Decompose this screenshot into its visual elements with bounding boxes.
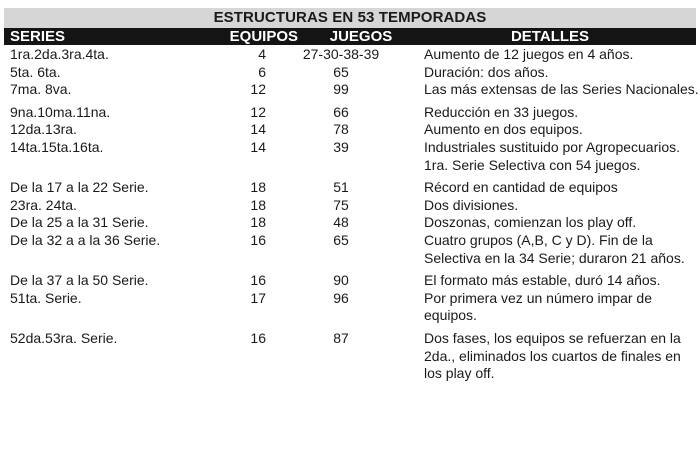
table-row (4, 232, 696, 267)
cell-equipos: 16 (250, 272, 266, 289)
cell-detalles: Récord en cantidad de equipos (424, 179, 618, 196)
cell-juegos: 48 (333, 214, 349, 231)
table-header (4, 28, 696, 45)
table-row (4, 272, 696, 290)
table-row (4, 46, 696, 64)
table-row (4, 81, 699, 99)
cell-juegos: 65 (333, 231, 349, 248)
cell-equipos: 16 (250, 231, 266, 248)
cell-equipos: 12 (250, 103, 266, 120)
cell-series: De la 17 a la 22 Serie. (10, 179, 149, 196)
cell-juegos: 99 (333, 81, 349, 98)
cell-equipos: 4 (258, 46, 266, 62)
cell-series: De la 32 a a la 36 Serie. (10, 231, 161, 248)
cell-series: 12da.13ra. (10, 121, 77, 138)
table-row (4, 197, 696, 215)
table-row (4, 290, 696, 325)
cell-equipos: 14 (250, 121, 266, 138)
cell-juegos: 87 (333, 329, 349, 346)
table-title: ESTRUCTURAS EN 53 TEMPORADAS (4, 8, 696, 28)
cell-detalles: Reducción en 33 juegos. (424, 103, 579, 120)
cell-equipos: 16 (250, 329, 266, 346)
cell-detalles: Dos fases, los equipos se refuerzan en la 2da., eliminados los cuartos de finales en los play off. (424, 329, 681, 382)
cell-detalles: Dos divisiones. (424, 196, 519, 213)
cell-equipos: 6 (258, 63, 266, 80)
cell-juegos: 65 (333, 63, 349, 80)
cell-equipos: 18 (250, 196, 266, 213)
cell-equipos: 14 (250, 138, 266, 155)
cell-series: De la 37 a la 50 Serie. (10, 272, 149, 289)
cell-detalles: Las más extensas de las Series Nacionales. (424, 81, 699, 98)
cell-juegos: 27-30-38-39 (302, 46, 380, 62)
cell-series: 1ra.2da.3ra.4ta. (10, 46, 109, 62)
cell-detalles: Por primera vez un número impar de equipos. (424, 289, 652, 324)
table-row (4, 139, 696, 174)
cell-series: 9na.10ma.11na. (10, 103, 111, 120)
cell-series: 51ta. Serie. (10, 289, 82, 306)
header-series: SERIES (10, 28, 66, 45)
cell-equipos: 18 (250, 179, 266, 196)
cell-equipos: 17 (250, 289, 266, 306)
table-row (4, 121, 696, 139)
cell-juegos: 51 (333, 179, 349, 196)
cell-series: 23ra. 24ta. (10, 196, 77, 213)
table-body (4, 46, 699, 383)
cell-equipos: 18 (250, 214, 266, 231)
table-row (4, 179, 696, 197)
cell-detalles: Doszonas, comienzan los play off. (424, 214, 637, 231)
cell-juegos: 39 (333, 138, 349, 155)
cell-equipos: 12 (250, 81, 266, 98)
cell-series: 7ma. 8va. (10, 81, 72, 98)
cell-detalles: Cuatro grupos (A,B, C y D). Fin de la Selectiva en la 34 Serie; duraron 21 años. (424, 231, 685, 266)
table-row (4, 104, 696, 122)
cell-juegos: 75 (333, 196, 349, 213)
header-juegos: JUEGOS (329, 28, 393, 45)
cell-series: 52da.53ra. Serie. (10, 329, 118, 346)
cell-detalles: El formato más estable, duró 14 años. (424, 272, 661, 289)
cell-series: De la 25 a la 31 Serie. (10, 214, 149, 231)
table-row (4, 214, 696, 232)
cell-series: 5ta. 6ta. (10, 63, 61, 80)
header-detalles: DETALLES (510, 28, 590, 45)
table-row (4, 330, 696, 383)
cell-juegos: 78 (333, 121, 349, 138)
cell-series: 14ta.15ta.16ta. (10, 138, 104, 155)
cell-juegos: 66 (333, 103, 349, 120)
header-equipos: EQUIPOS (229, 28, 298, 45)
cell-detalles: Industriales sustituido por Agropecuarios. 1ra. Serie Selectiva con 54 juegos. (424, 138, 681, 173)
cell-detalles: Aumento de 12 juegos en 4 años. (424, 46, 634, 62)
cell-detalles: Duración: dos años. (424, 63, 549, 80)
cell-juegos: 90 (333, 272, 349, 289)
table-row (4, 64, 696, 82)
cell-detalles: Aumento en dos equipos. (424, 121, 583, 138)
cell-juegos: 96 (333, 289, 349, 306)
